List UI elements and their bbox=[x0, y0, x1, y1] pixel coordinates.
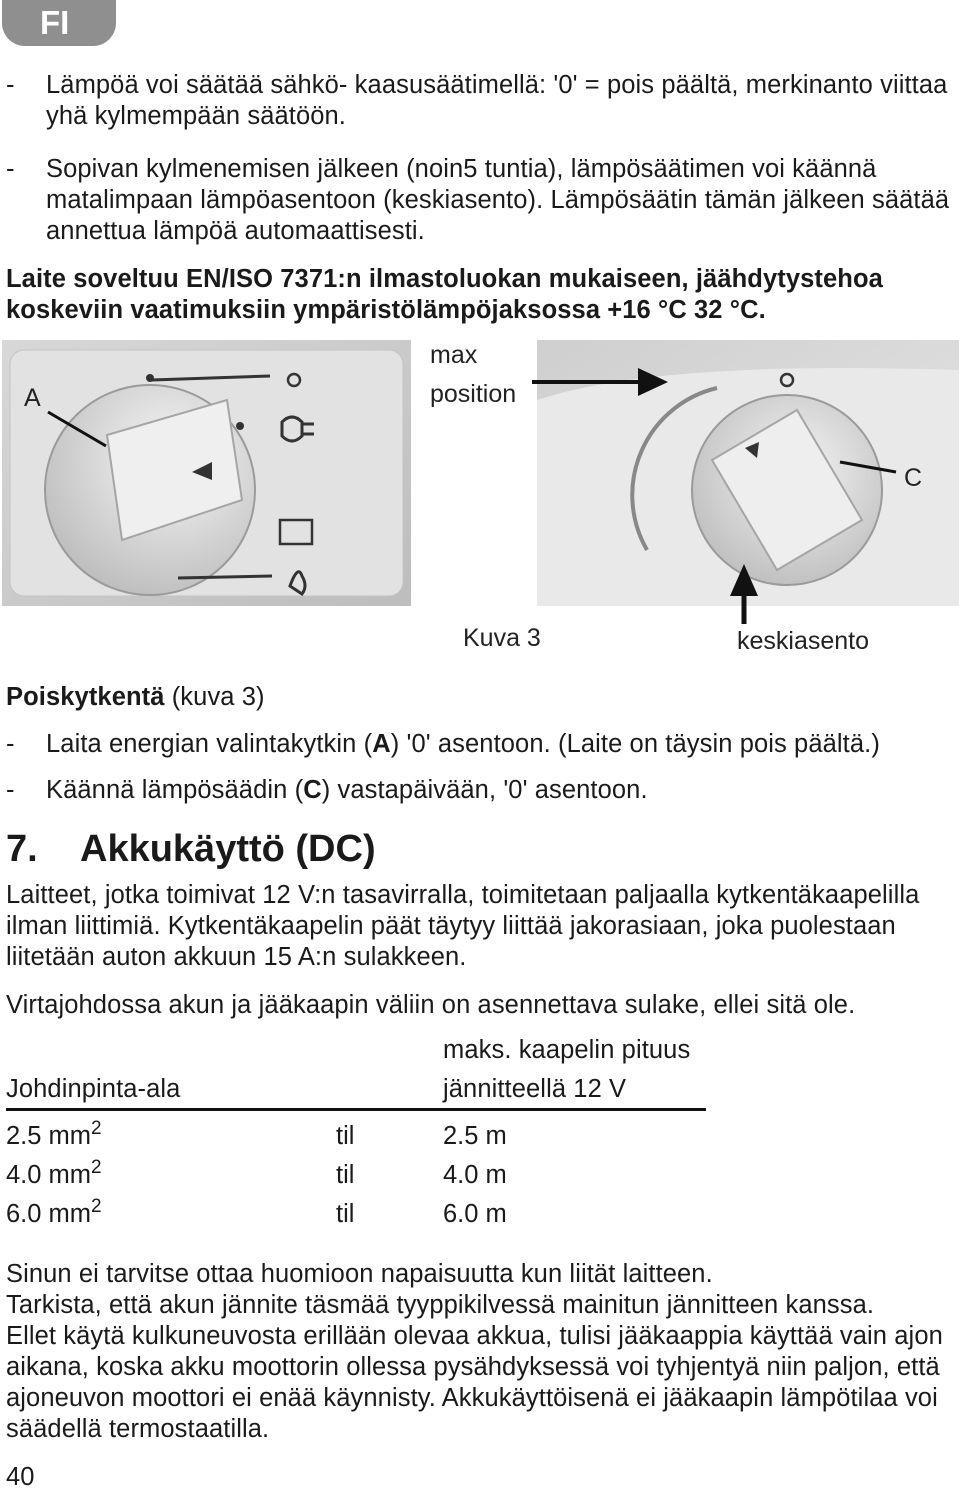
bullet-dash: - bbox=[6, 71, 15, 99]
bullet-dash: - bbox=[6, 730, 15, 758]
cell-area: 6.0 $mm^2$ bbox=[6, 1196, 102, 1228]
cell-area: 2.5 $mm^2$ bbox=[6, 1118, 102, 1150]
switch-key-a: A bbox=[372, 730, 391, 758]
bullet-text: Sopivan kylmenemisen jälkeen (noin5 tuntia), lämpösäätimen voi käännä matalimpaan lämpöasentoon (keskiasento). Lämpösäätin tämän jälkeen säätää annettua lämpöä automaattisesti. bbox=[46, 155, 950, 245]
shutdown-title bbox=[6, 682, 265, 713]
climate-class-note: Laite soveltuu EN/ISO 7371:n ilmastoluokan mukaiseen, jäähdytystehoa koskeviin vaatimuksiin ympäristölämpöjaksossa +16 °C 32 °C. bbox=[6, 265, 883, 324]
shutdown-step-text: Laita energian valintakytkin ( bbox=[46, 730, 373, 758]
switch-key-c: C bbox=[303, 776, 322, 804]
cell-til: til bbox=[336, 1200, 355, 1228]
pointer-a-line bbox=[48, 412, 106, 446]
shutdown-figure-ref: (kuva 3) bbox=[164, 683, 265, 711]
label-c: C bbox=[904, 464, 923, 492]
bullet-item bbox=[0, 154, 960, 247]
cell-length: 4.0 m bbox=[443, 1161, 507, 1189]
shutdown-heading: Poiskytkentä bbox=[6, 683, 165, 711]
table-head-voltage: jännitteellä 12 V bbox=[443, 1075, 627, 1103]
table-row bbox=[6, 1190, 507, 1229]
mid-position-arrow-head bbox=[730, 564, 758, 596]
max-position-arrow-head bbox=[638, 368, 668, 396]
cell-til: til bbox=[336, 1122, 355, 1150]
label-max: max bbox=[430, 341, 478, 369]
table-row bbox=[6, 1151, 507, 1190]
table-row bbox=[6, 1112, 507, 1151]
section-title: Akkukäyttö (DC) bbox=[80, 828, 376, 870]
shutdown-item bbox=[0, 729, 960, 760]
label-a: A bbox=[24, 384, 41, 412]
shutdown-step-text: Käännä lämpösäädin ( bbox=[46, 776, 304, 804]
language-code: FI bbox=[40, 4, 70, 41]
note-text: Sinun ei tarvitse ottaa huomioon napaisuutta kun liität laitteen. bbox=[6, 1260, 713, 1288]
shutdown-step-text: ) '0' asentoon. (Laite on täysin pois päältä.) bbox=[390, 730, 880, 758]
table-rule bbox=[6, 1108, 706, 1111]
cell-area: 4.0 $mm^2$ bbox=[6, 1157, 102, 1189]
table-head-max-length: maks. kaapelin pituus bbox=[443, 1036, 691, 1064]
table-head-area: Johdinpinta-ala bbox=[6, 1075, 181, 1103]
bullet-dash: - bbox=[6, 776, 15, 804]
note-text: Ellet käytä kulkuneuvosta erillään olevaa akkua, tulisi jääkaappia käyttää vain ajon aikana, koska akku moottorin ollessa pysähdyksessä voi tyhjentyä niin paljon, että ajoneuvon moottori ei enää käynnisty. Akkukäyttöisenä ei jääkaapin lämpötilaa voi säädellä termostaatilla. bbox=[6, 1322, 943, 1443]
section-number: 7. bbox=[6, 828, 38, 870]
page-number: 40 bbox=[6, 1463, 35, 1491]
label-position: position bbox=[430, 380, 517, 408]
note-text: Tarkista, että akun jännite täsmää tyyppikilvessä mainitun jännitteen kanssa. bbox=[6, 1291, 875, 1319]
pointer-c-line bbox=[840, 462, 896, 472]
label-mid-position: keskiasento bbox=[737, 627, 870, 655]
shutdown-step-text: ) vastapäivään, '0' asentoon. bbox=[321, 776, 648, 804]
bullet-text: Lämpöä voi säätää sähkö- kaasusäätimellä: '0' = pois päältä, merkinanto viittaa yhä kylmempään säätöön. bbox=[46, 71, 948, 130]
section-paragraph: Virtajohdossa akun ja jääkaapin väliin on asennettava sulake, ellei sitä ole. bbox=[6, 991, 856, 1019]
shutdown-item bbox=[0, 775, 960, 806]
cell-til: til bbox=[336, 1161, 355, 1189]
cell-length: 2.5 m bbox=[443, 1122, 507, 1150]
cable-table bbox=[6, 1112, 507, 1229]
language-badge bbox=[2, 0, 116, 46]
section-paragraph: Laitteet, jotka toimivat 12 V:n tasavirralla, toimitetaan paljaalla kytkentäkaapelilla ilman liittimiä. Kytkentäkaapelin päät täytyy liittää jakorasiaan, joka puolestaan liitetään auton akkuun 15 A:n sulakkeen. bbox=[6, 881, 920, 971]
bullet-dash: - bbox=[6, 155, 15, 183]
cell-length: 6.0 m bbox=[443, 1200, 507, 1228]
bullet-item bbox=[0, 70, 960, 132]
figure-caption: Kuva 3 bbox=[463, 624, 541, 652]
